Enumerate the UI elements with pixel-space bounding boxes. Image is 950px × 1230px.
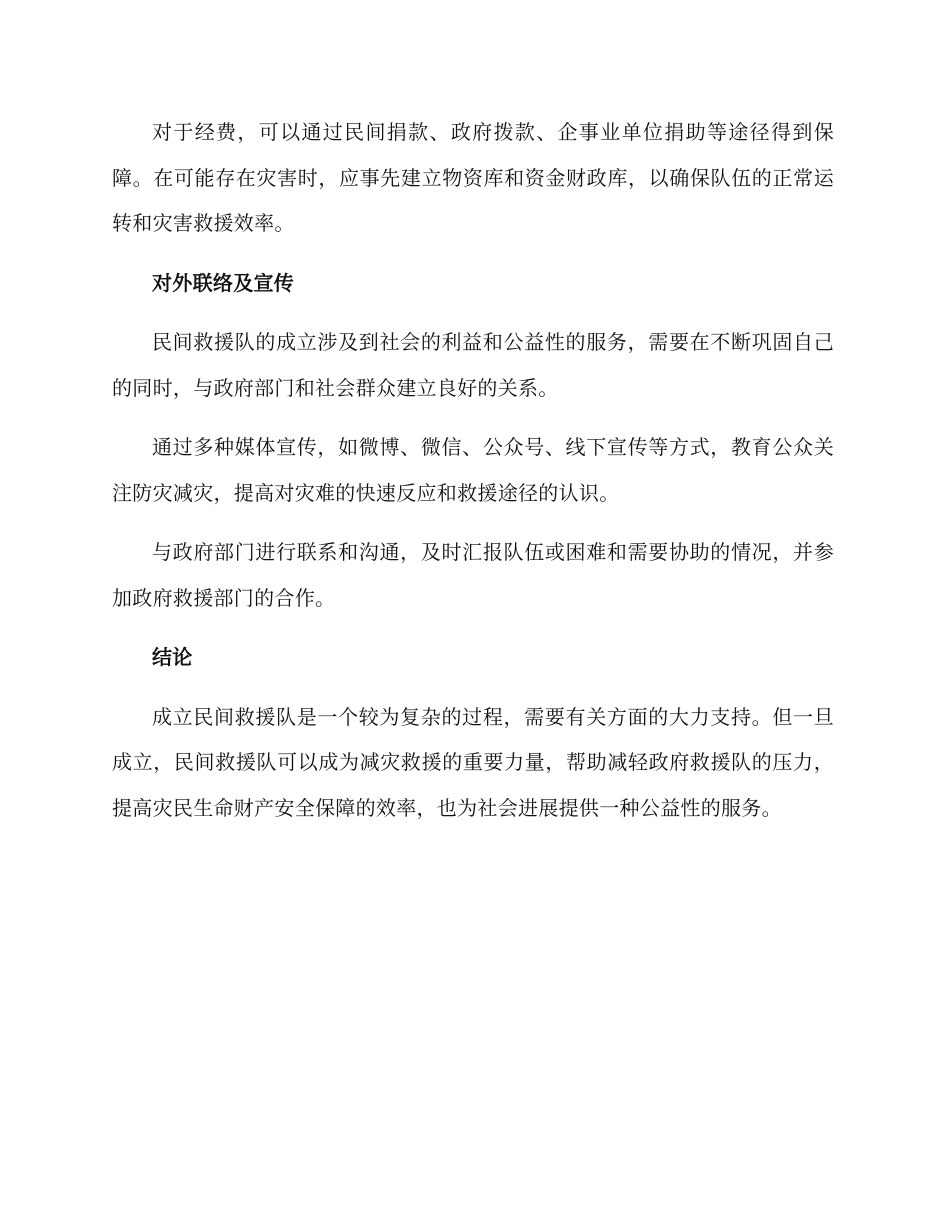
paragraph-relations: 民间救援队的成立涉及到社会的利益和公益性的服务，需要在不断巩固自己的同时，与政府部门和社会群众建立良好的关系。: [112, 330, 834, 400]
paragraph-government: 与政府部门进行联系和沟通，及时汇报队伍或困难和需要协助的情况，并参加政府救援部门的合作。: [112, 540, 834, 610]
section-heading-conclusion: 结论: [152, 645, 193, 669]
paragraph-media: 通过多种媒体宣传，如微博、微信、公众号、线下宣传等方式，教育公众关注防灾减灾，提高对灾难的快速反应和救援途径的认识。: [112, 435, 834, 505]
section-heading-outreach: 对外联络及宣传: [152, 270, 295, 295]
document-page: [112, 110, 834, 845]
paragraph-funding: 对于经费，可以通过民间捐款、政府拨款、企事业单位捐助等途径得到保障。在可能存在灾害时，应事先建立物资库和资金财政库，以确保队伍的正常运转和灾害救援效率。: [112, 120, 834, 235]
paragraph-conclusion: 成立民间救援队是一个较为复杂的过程，需要有关方面的大力支持。但一旦成立，民间救援队可以成为减灾救援的重要力量，帮助减轻政府救援队的压力，提高灾民生命财产安全保障的效率，也为社会进展提供一种公益性的服务。: [112, 704, 834, 820]
